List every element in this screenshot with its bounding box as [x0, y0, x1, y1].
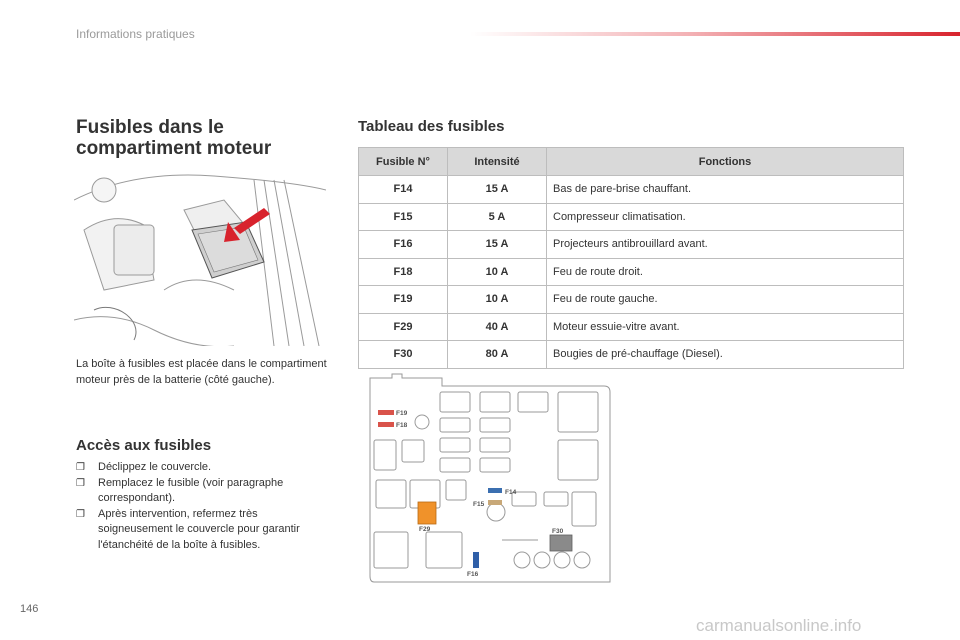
column-header-amperage: Intensité	[448, 148, 547, 176]
engine-compartment-photo	[74, 170, 326, 346]
fuse-amperage: 15 A	[448, 176, 547, 204]
table-row	[359, 176, 904, 204]
fuse-function: Feu de route droit.	[547, 258, 904, 286]
fuse-label-f16: F16	[467, 571, 479, 578]
fuse-function: Bas de pare-brise chauffant.	[547, 176, 904, 204]
watermark: carmanualsonline.info	[696, 616, 862, 635]
fuse-f18-slot	[378, 422, 394, 427]
fuse-label-f15: F15	[473, 501, 485, 508]
fuse-box-diagram	[362, 372, 612, 588]
fuse-amperage: 5 A	[448, 203, 547, 231]
fuse-function: Bougies de pré-chauffage (Diesel).	[547, 341, 904, 369]
table-row	[359, 258, 904, 286]
fuse-label-f19: F19	[396, 410, 408, 417]
table-row	[359, 203, 904, 231]
fuse-label-f29: F29	[419, 526, 431, 533]
fuse-f30-slot	[550, 535, 572, 551]
fuse-label-f30: F30	[552, 528, 564, 535]
checkbox-bullet-icon: ❐	[76, 477, 85, 489]
fuse-f19-slot	[378, 410, 394, 415]
fuse-number: F14	[359, 176, 448, 204]
fuse-f14-slot	[488, 488, 502, 493]
header-accent-bar	[470, 32, 960, 36]
fuse-number: F19	[359, 286, 448, 314]
fuse-f29-slot	[418, 502, 436, 524]
fuse-f15-slot	[488, 500, 502, 505]
page-header-title: Informations pratiques	[76, 27, 195, 41]
access-title: Accès aux fusibles	[76, 437, 212, 454]
fuse-number: F16	[359, 231, 448, 259]
fuse-label-f18: F18	[396, 422, 408, 429]
column-header-fuse: Fusible N°	[359, 148, 448, 176]
fuse-function: Compresseur climatisation.	[547, 203, 904, 231]
step-text: Remplacez le fusible (voir paragraphe correspondant).	[98, 476, 284, 504]
fuse-amperage: 15 A	[448, 231, 547, 259]
table-row	[359, 341, 904, 369]
fuse-amperage: 80 A	[448, 341, 547, 369]
table-row	[359, 286, 904, 314]
fuse-label-f14: F14	[505, 489, 517, 496]
checkbox-bullet-icon: ❐	[76, 462, 85, 473]
steps-list	[76, 460, 334, 553]
table-row	[359, 231, 904, 259]
fuse-amperage: 10 A	[448, 258, 547, 286]
checkbox-bullet-icon: ❐	[76, 508, 85, 520]
fuse-function: Feu de route gauche.	[547, 286, 904, 314]
fuse-number: F15	[359, 203, 448, 231]
fuse-amperage: 10 A	[448, 286, 547, 314]
fuse-function: Moteur essuie-vitre avant.	[547, 313, 904, 341]
fuse-number: F30	[359, 341, 448, 369]
fuse-f16-slot	[473, 552, 479, 568]
list-item	[76, 476, 334, 507]
step-text: Après intervention, refermez très soigneusement le couvercle pour garantir l'étanchéité de la boîte à fusibles.	[98, 507, 300, 551]
column-header-functions: Fonctions	[547, 148, 904, 176]
intro-text: La boîte à fusibles est placée dans le compartiment moteur près de la batterie (côté gauche).	[76, 358, 327, 386]
step-text: Déclippez le couvercle.	[98, 461, 212, 473]
table-header-row	[359, 148, 904, 176]
fuse-amperage: 40 A	[448, 313, 547, 341]
list-item	[76, 460, 334, 476]
section-title: Fusibles dans le compartiment moteur	[76, 117, 272, 159]
fuse-number: F18	[359, 258, 448, 286]
fuse-number: F29	[359, 313, 448, 341]
table-title: Tableau des fusibles	[358, 118, 505, 135]
fuse-table	[358, 147, 904, 369]
table-row	[359, 313, 904, 341]
list-item	[76, 507, 334, 554]
page-number: 146	[20, 603, 39, 615]
fuse-function: Projecteurs antibrouillard avant.	[547, 231, 904, 259]
